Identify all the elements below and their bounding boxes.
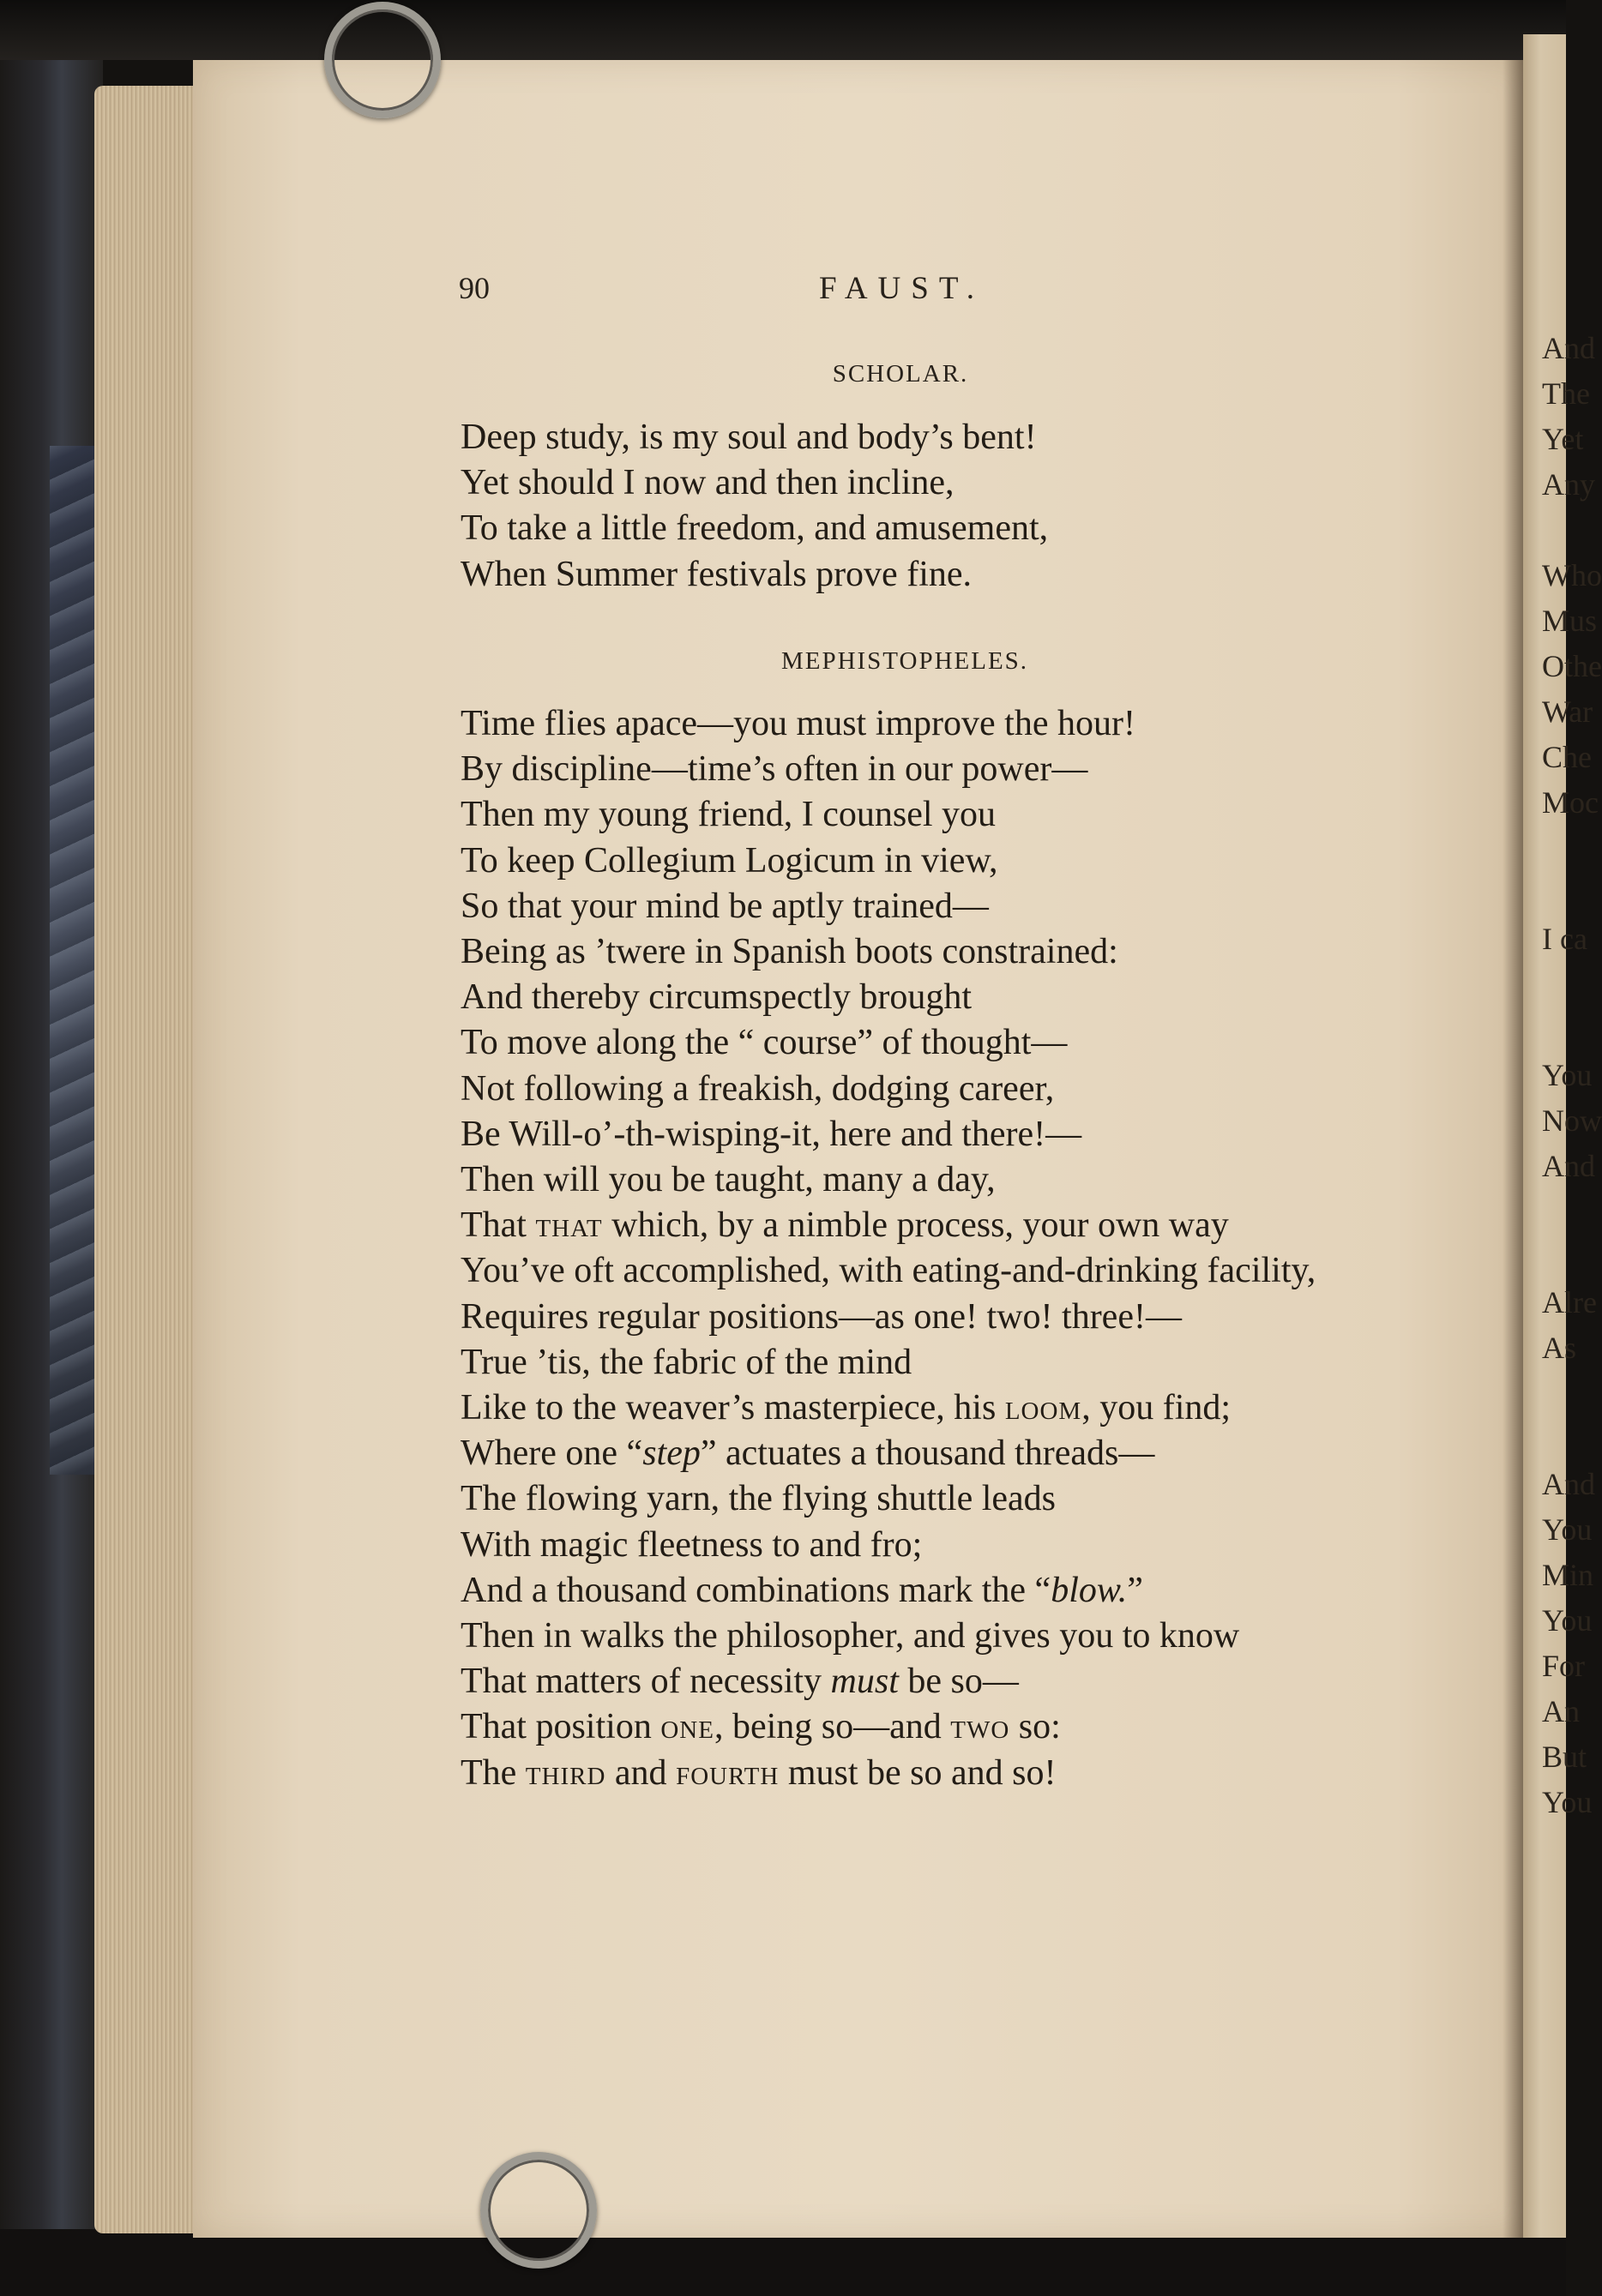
small-caps-emphasis: loom (1004, 1388, 1082, 1428)
verse-line: Time flies apace—you must improve the hour! (461, 704, 1135, 743)
italic-emphasis: step (642, 1433, 701, 1474)
scholar-speech (461, 415, 1447, 598)
marbled-endpaper (50, 446, 99, 1475)
facing-line: Othe (1542, 649, 1602, 683)
small-caps-emphasis: third (525, 1752, 606, 1793)
facing-line: But (1542, 1740, 1587, 1774)
small-caps-emphasis: that (535, 1205, 603, 1246)
facing-line: War (1542, 694, 1593, 729)
facing-line: You (1542, 1058, 1593, 1092)
mephistopheles-speech (461, 701, 1447, 1796)
facing-line: Mus (1542, 604, 1598, 638)
verse-line: True ’tis, the fabric of the mind (461, 1342, 912, 1382)
speaker-heading-mephistopheles: MEPHISTOPHELES. (780, 647, 1029, 675)
facing-line: And (1542, 1149, 1595, 1183)
verse-line (461, 1431, 1447, 1476)
verse-line: By discipline—time’s often in our power— (461, 749, 1088, 790)
facing-line (1542, 508, 1566, 553)
verse-line: Being as ’twere in Spanish boots constrained: (461, 932, 1118, 972)
verse-line (461, 1659, 1447, 1704)
facing-line (1542, 1371, 1566, 1416)
facing-line: Any (1542, 467, 1595, 502)
verse-line (461, 1385, 1447, 1431)
verse-line: Be Will-o’-th-wisping-it, here and there!— (461, 1114, 1082, 1154)
verse-text: , being so—and (714, 1707, 951, 1747)
verse-text: , you find; (1081, 1388, 1232, 1428)
speaker-heading-scholar: SCHOLAR. (832, 360, 969, 388)
page-block-edges (94, 86, 206, 2233)
facing-line (1542, 826, 1566, 871)
verse-line: Yet should I now and then incline, (461, 463, 955, 503)
verse-line: Requires regular positions—as one! two! three!— (461, 1296, 1182, 1337)
verse-line: To take a little freedom, and amusement, (461, 508, 1049, 549)
verse-text: must be so and so! (779, 1752, 1057, 1793)
verse-line: Then in walks the philosopher, and gives you to know (461, 1616, 1240, 1656)
running-head: FAUST. (819, 271, 985, 306)
facing-line (1542, 1416, 1566, 1462)
verse-line (461, 1568, 1447, 1614)
facing-line: I ca (1542, 922, 1587, 956)
facing-line: And (1542, 1467, 1595, 1501)
verse-line: Deep study, is my soul and body’s bent! (461, 418, 1037, 457)
page-number: 90 (459, 271, 490, 305)
facing-line: You (1542, 1785, 1593, 1819)
scan-top-edge (0, 0, 1566, 60)
verse-line: The flowing yarn, the flying shuttle leads (461, 1479, 1057, 1519)
facing-line (1542, 962, 1566, 1007)
facing-line: Moc (1542, 785, 1599, 820)
facing-line: You (1542, 1603, 1593, 1638)
verse-text: so: (1009, 1707, 1061, 1747)
facing-page-text (1542, 326, 1602, 1825)
facing-line: For (1542, 1649, 1586, 1683)
verse-line: Then will you be taught, many a day, (461, 1160, 996, 1200)
facing-line: Che (1542, 740, 1592, 774)
facing-line: Yet (1542, 422, 1584, 456)
small-caps-emphasis: two (950, 1707, 1010, 1747)
verse-line: To move along the “ course” of thought— (461, 1023, 1068, 1063)
verse-line: You’ve oft accomplished, with eating-and-drinking facility, (461, 1251, 1316, 1291)
verse-text: That matters of necessity (461, 1662, 831, 1702)
italic-emphasis: blow. (1051, 1570, 1128, 1610)
facing-line: Who (1542, 558, 1602, 592)
facing-line: The (1542, 376, 1590, 411)
facing-line: Min (1542, 1558, 1594, 1592)
verse-text: and (605, 1752, 677, 1793)
verse-text: Like to the weaver’s masterpiece, his (461, 1388, 1005, 1428)
verse-line: So that your mind be aptly trained— (461, 886, 989, 926)
facing-line: Alre (1542, 1285, 1597, 1319)
small-caps-emphasis: fourth (676, 1752, 780, 1793)
verse-text: That position (461, 1707, 661, 1747)
facing-line (1542, 1235, 1566, 1280)
verse-line: And thereby circumspectly brought (461, 977, 972, 1018)
page-gutter-shadow (1503, 60, 1523, 2238)
verse-text: That (461, 1205, 536, 1246)
verse-text: be so— (898, 1662, 1019, 1702)
facing-line: An (1542, 1694, 1580, 1728)
verse-text: ” actuates a thousand threads— (700, 1433, 1155, 1474)
verse-text: The (461, 1752, 526, 1793)
page-clip-ring-bottom (480, 2152, 597, 2269)
verse-text: And a thousand combinations mark the “ (461, 1570, 1051, 1610)
small-caps-emphasis: one (660, 1707, 714, 1747)
facing-line (1542, 871, 1566, 917)
verse-text: which, by a nimble process, your own way (602, 1205, 1229, 1246)
verse-line: When Summer festivals prove fine. (461, 554, 972, 594)
facing-line: As (1542, 1331, 1577, 1365)
verse-line: With magic fleetness to and fro; (461, 1524, 923, 1565)
page-header (459, 270, 1359, 313)
page-clip-ring-top (324, 2, 441, 118)
scan-bottom-edge (0, 2229, 1566, 2296)
verse-text: Where one “ (461, 1433, 643, 1474)
verse-line (461, 1751, 1447, 1796)
verse-line (461, 1203, 1447, 1248)
facing-line (1542, 1007, 1566, 1053)
facing-line: Now (1542, 1103, 1602, 1138)
italic-emphasis: must (830, 1662, 899, 1702)
verse-text: ” (1127, 1570, 1143, 1610)
verse-line: To keep Collegium Logicum in view, (461, 840, 998, 881)
facing-line: You (1542, 1512, 1593, 1547)
facing-line: And (1542, 331, 1595, 365)
verse-line (461, 1704, 1447, 1750)
verse-line: Then my young friend, I counsel you (461, 795, 997, 835)
facing-line (1542, 1189, 1566, 1235)
verse-line: Not following a freakish, dodging career, (461, 1068, 1055, 1109)
